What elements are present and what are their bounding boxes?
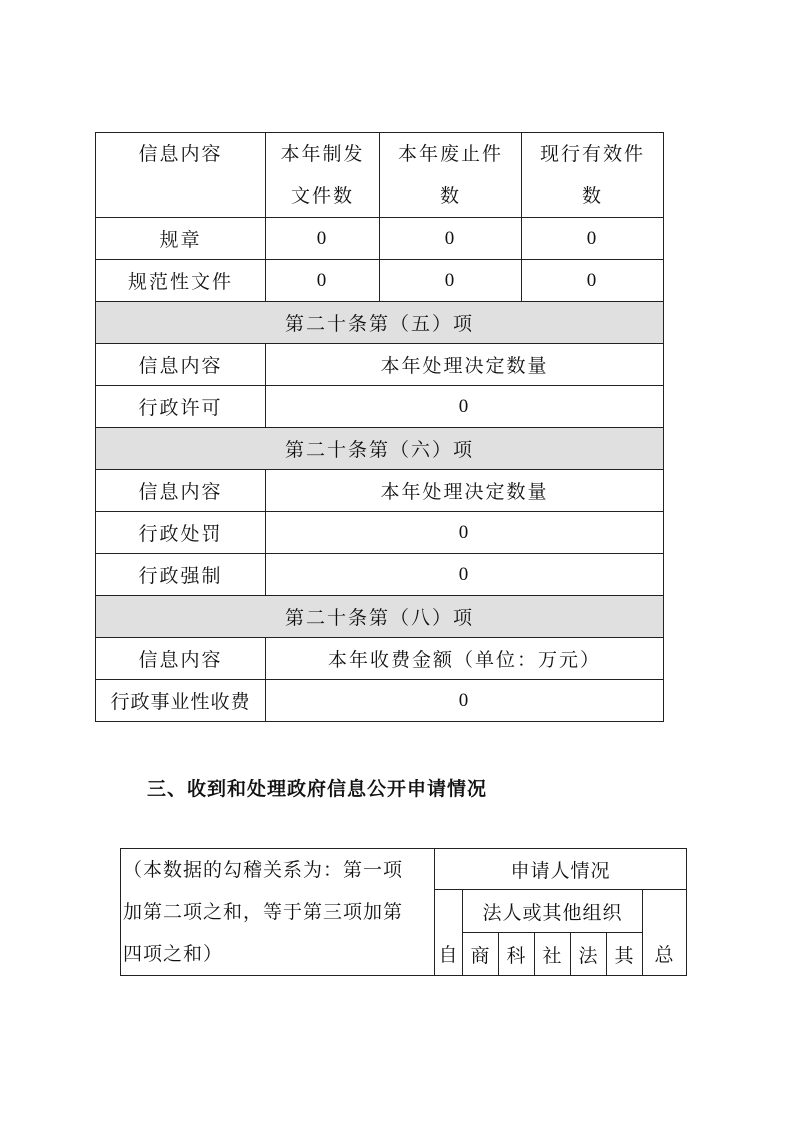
section-heading: 三、收到和处理政府信息公开申请情况	[147, 778, 488, 800]
header-abolished-line2: 数	[439, 185, 461, 207]
row-value: 0	[266, 386, 664, 428]
section-col2: 本年处理决定数量	[266, 344, 664, 386]
note-line: 四项之和）	[123, 943, 224, 965]
note-line: （本数据的勾稽关系为：第一项	[123, 859, 404, 881]
row-label: 行政强制	[96, 554, 266, 596]
row-value: 0	[266, 260, 380, 302]
section-title-row	[96, 302, 664, 344]
row-value: 0	[266, 512, 664, 554]
section-title: 第二十条第（六）项	[96, 428, 664, 470]
row-label: 行政事业性收费	[96, 680, 266, 722]
col-total: 总	[643, 890, 687, 976]
applicant-header: 申请人情况	[435, 849, 687, 890]
section-header-row	[96, 470, 664, 512]
row-value: 0	[380, 260, 522, 302]
row-value: 0	[266, 554, 664, 596]
legal-person-header: 法人或其他组织	[463, 890, 643, 933]
header-valid-line1: 现行有效件	[539, 143, 645, 165]
header-issued-line1: 本年制发	[280, 143, 365, 165]
header-abolished-line1: 本年废止件	[397, 143, 503, 165]
col-self: 自	[435, 890, 463, 976]
col-commerce: 商	[463, 933, 499, 976]
col-social: 社	[535, 933, 571, 976]
row-value: 0	[380, 218, 522, 260]
regulation-table	[95, 132, 664, 722]
section-title-row	[96, 596, 664, 638]
table-row	[96, 554, 664, 596]
section-col1: 信息内容	[96, 470, 266, 512]
table-row	[96, 218, 664, 260]
row-value: 0	[522, 218, 664, 260]
section-col1: 信息内容	[96, 344, 266, 386]
section-title: 第二十条第（八）项	[96, 596, 664, 638]
col-science: 科	[499, 933, 535, 976]
row-label: 行政许可	[96, 386, 266, 428]
row-value: 0	[266, 218, 380, 260]
section-col1: 信息内容	[96, 638, 266, 680]
col-law: 法	[571, 933, 607, 976]
application-table	[120, 848, 687, 976]
row-label: 规范性文件	[96, 260, 266, 302]
header-issued-line2: 文件数	[290, 185, 354, 207]
header-info-content: 信息内容	[96, 133, 266, 218]
table-header-row	[96, 133, 664, 218]
row-value: 0	[266, 680, 664, 722]
section-header-row	[96, 344, 664, 386]
header-valid-count	[522, 133, 664, 218]
header-issued-count	[266, 133, 380, 218]
table-row	[96, 512, 664, 554]
col-other: 其	[607, 933, 643, 976]
row-label: 规章	[96, 218, 266, 260]
section-col2: 本年处理决定数量	[266, 470, 664, 512]
section-col2: 本年收费金额（单位：万元）	[266, 638, 664, 680]
table-header-row	[121, 849, 687, 890]
table-row	[96, 386, 664, 428]
header-valid-line2: 数	[581, 185, 603, 207]
table-row	[96, 680, 664, 722]
note-line: 加第二项之和，等于第三项加第	[123, 901, 404, 923]
relationship-note	[121, 849, 435, 976]
row-value: 0	[522, 260, 664, 302]
table-row	[96, 260, 664, 302]
section-header-row	[96, 638, 664, 680]
row-label: 行政处罚	[96, 512, 266, 554]
section-title-row	[96, 428, 664, 470]
section-title: 第二十条第（五）项	[96, 302, 664, 344]
header-abolished-count	[380, 133, 522, 218]
